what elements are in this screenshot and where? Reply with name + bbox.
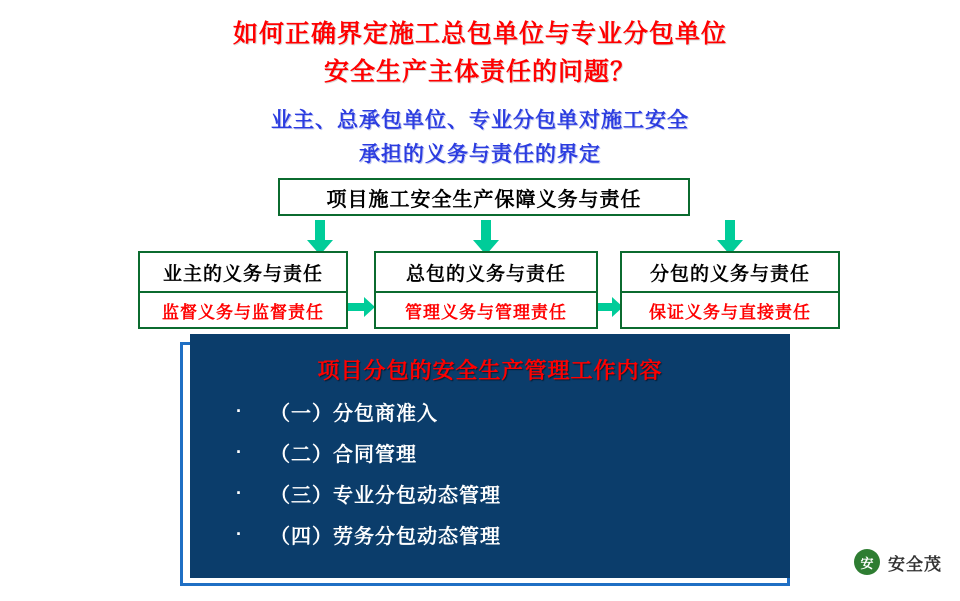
- watermark-label: 安全茂: [888, 554, 942, 574]
- flow-column-subcontractor: [620, 251, 840, 329]
- flow-column-subcontractor-title: 分包的义务与责任: [622, 253, 838, 293]
- flow-column-owner-detail: 监督义务与监督责任: [162, 302, 324, 322]
- arrow-right-icon-owner-to-main: [346, 296, 376, 318]
- bullet-icon: ·: [236, 401, 243, 421]
- watermark: [854, 549, 942, 575]
- subtitle-line-2: 承担的义务与责任的界定: [359, 143, 601, 166]
- subtitle-line-1: 业主、总承包单位、专业分包单对施工安全: [271, 109, 689, 132]
- flow-box-top: 项目施工安全生产保障义务与责任: [278, 178, 690, 216]
- list-item: [236, 520, 772, 549]
- watermark-badge-icon: 安: [854, 549, 880, 575]
- list-item: [236, 438, 772, 467]
- flow-column-owner: [138, 251, 348, 329]
- flow-column-main-contractor-title: 总包的义务与责任: [376, 253, 596, 293]
- bullet-icon: ·: [236, 524, 243, 544]
- bullet-icon: ·: [236, 483, 243, 503]
- content-panel: [190, 334, 790, 578]
- list-item: [236, 397, 772, 426]
- flow-column-main-contractor-detail: 管理义务与管理责任: [405, 302, 567, 322]
- content-panel-title: 项目分包的安全生产管理工作内容: [317, 358, 663, 383]
- list-item-label: （四）劳务分包动态管理: [270, 526, 501, 548]
- flow-column-main-contractor: [374, 251, 598, 329]
- page-title-line-2: 安全生产主体责任的问题？: [323, 58, 636, 86]
- content-panel-list: [208, 397, 772, 549]
- bullet-icon: ·: [236, 442, 243, 462]
- list-item: [236, 479, 772, 508]
- list-item-label: （三）专业分包动态管理: [270, 485, 501, 507]
- list-item-label: （二）合同管理: [270, 444, 417, 466]
- page-title-line-1: 如何正确界定施工总包单位与专业分包单位: [232, 20, 727, 48]
- list-item-label: （一）分包商准入: [270, 403, 438, 425]
- flow-column-owner-title: 业主的义务与责任: [140, 253, 346, 293]
- flow-column-subcontractor-detail: 保证义务与直接责任: [649, 302, 811, 322]
